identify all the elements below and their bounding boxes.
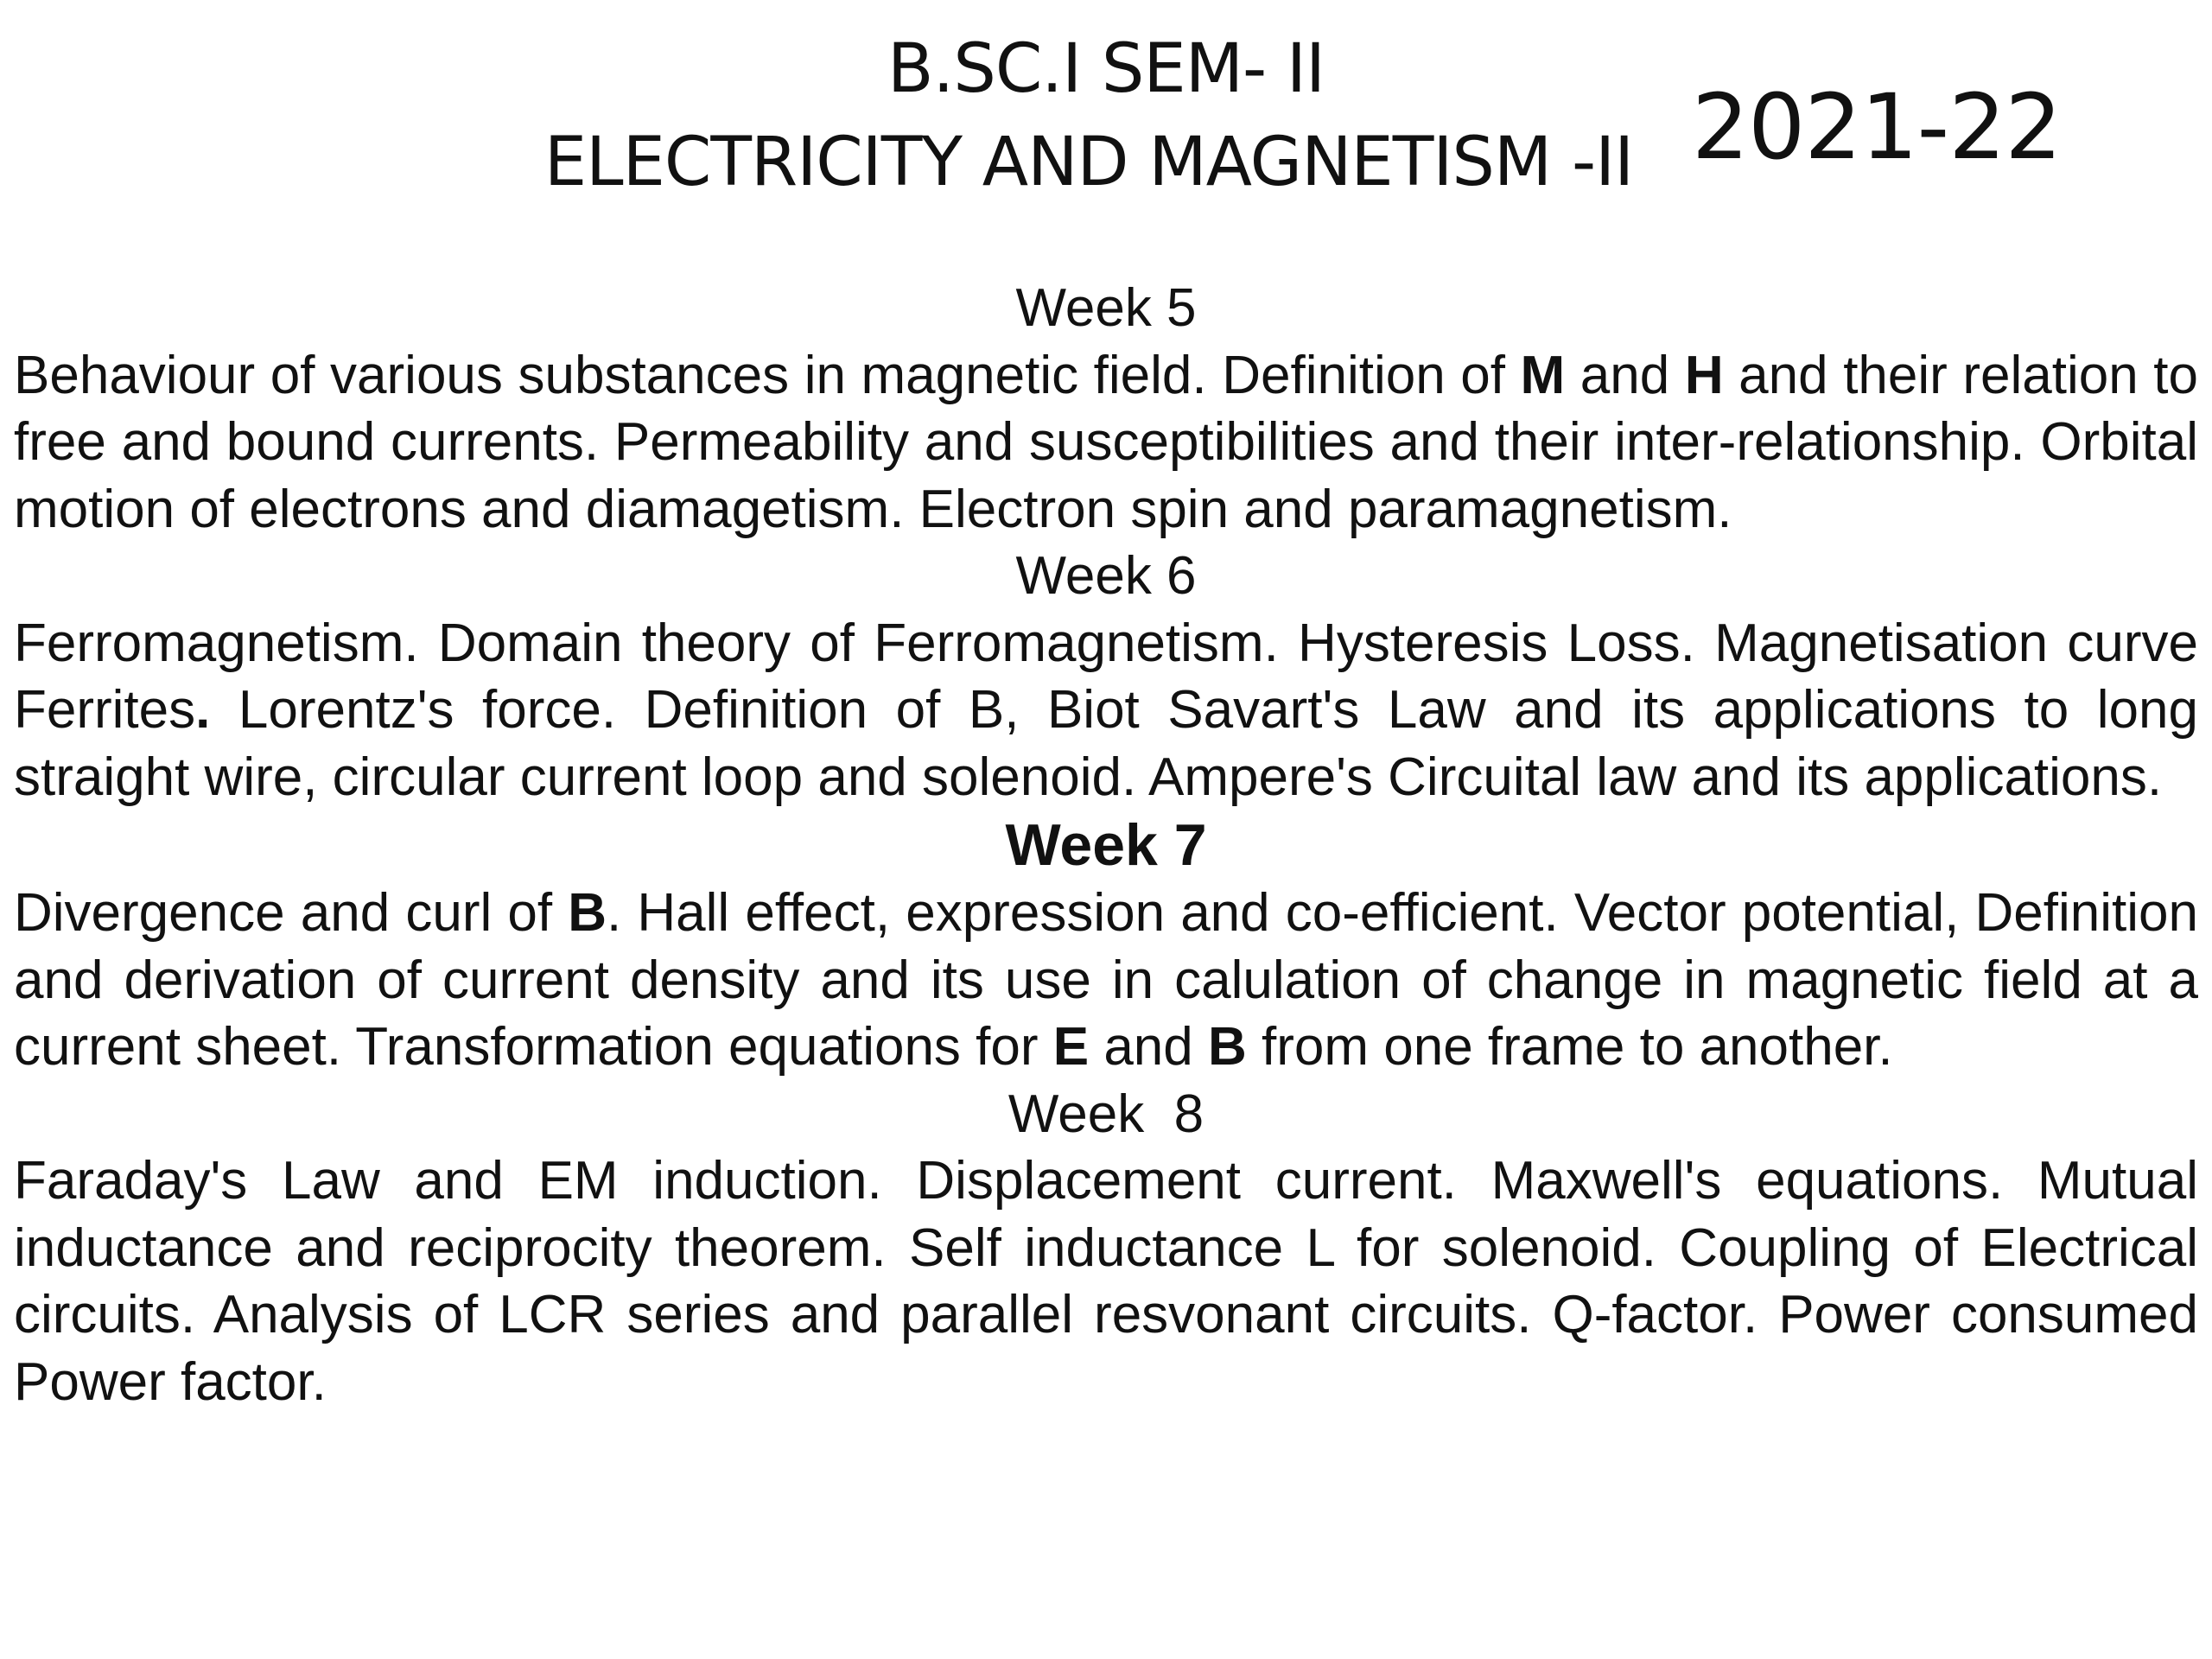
text-segment: . Hall effect, expression and co-efficient. Vector potential, Definition and derivation of current density and its use in calulation of change in magnetic field at a current sheet. Transformation equations for	[14, 883, 2198, 1077]
text-segment: Divergence and curl of	[14, 883, 569, 943]
text-segment-bold: .	[195, 680, 211, 740]
week-section-6	[14, 543, 2198, 810]
text-segment: Ferromagnetism. Domain theory of Ferromagnetism. Hysteresis Loss. Magnetisation curve Ferrites	[14, 613, 2198, 740]
week-heading: Week 8	[1007, 1084, 1205, 1144]
week-description	[14, 1147, 2198, 1415]
week-description	[14, 880, 2198, 1081]
week-section-8	[14, 1081, 2198, 1416]
text-segment: and their relation to free and bound currents. Permeability and susceptibilities and their inter-relationship. Orbital motion of electrons and diamagetism. Electron spin and paramagnetism.	[14, 345, 2199, 539]
week-heading: Week 7	[1005, 812, 1207, 878]
week-heading: Week 5	[1015, 278, 1197, 338]
academic-year: 2021-22	[1692, 74, 2062, 180]
text-segment: and	[1565, 345, 1685, 405]
text-segment-bold: M	[1520, 345, 1566, 405]
course-title: B.SC.I SEM- II	[887, 30, 1325, 108]
week-section-7	[14, 810, 2198, 1081]
text-segment-bold: E	[1052, 1017, 1090, 1077]
week-heading: Week 6	[1015, 546, 1197, 606]
syllabus-content	[14, 275, 2198, 1415]
text-segment: from one frame to another.	[1246, 1017, 1893, 1077]
text-segment-bold: H	[1684, 345, 1724, 405]
subject-title: ELECTRICITY AND MAGNETISM -II	[543, 124, 1634, 201]
text-segment-bold: B	[568, 883, 607, 943]
week-description	[14, 610, 2198, 811]
text-segment: Behaviour of various substances in magnetic field. Definition of	[14, 345, 1521, 405]
week-description	[14, 342, 2198, 543]
week-section-5	[14, 275, 2198, 543]
text-segment: and	[1089, 1017, 1208, 1077]
text-segment-bold: B	[1208, 1017, 1247, 1077]
text-segment: Lorentz's force. Definition of B, Biot Savart's Law and its applications to long straight wire, circular current loop and solenoid. Ampere's Circuital law and its applications.	[14, 680, 2198, 807]
text-segment: Faraday's Law and EM induction. Displacement current. Maxwell's equations. Mutual inductance and reciprocity theorem. Self inductance L for solenoid. Coupling of Electrical circuits. Analysis of LCR series and parallel resvonant circuits. Q-factor. Power consumed Power factor.	[14, 1151, 2198, 1412]
